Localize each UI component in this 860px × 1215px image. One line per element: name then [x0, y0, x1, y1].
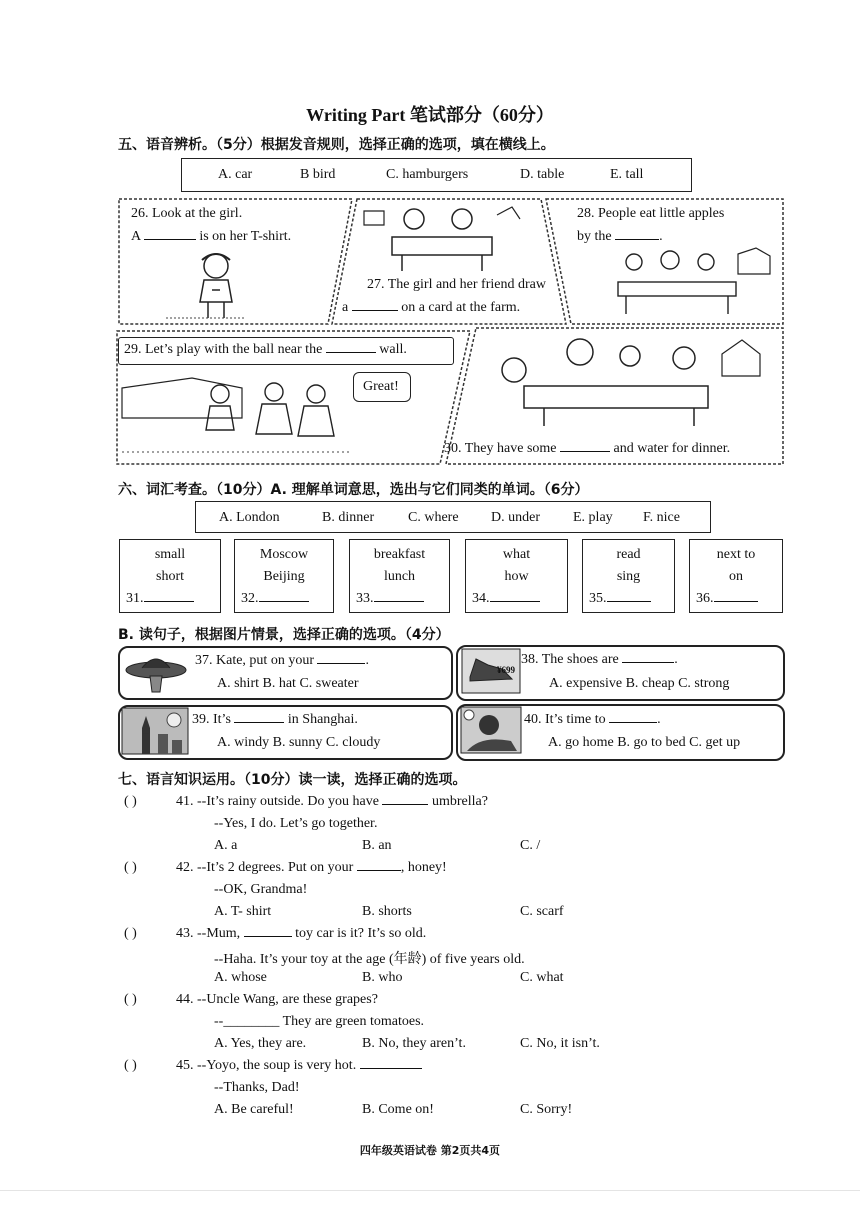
girl-tshirt-icon	[186, 250, 256, 322]
q43-option-c: C. what	[520, 970, 564, 985]
q45-option-a: A. Be careful!	[214, 1102, 294, 1117]
section-6-heading: 六、词汇考查。（10分）A. 理解单词意思，选出与它们同类的单词。（6分）	[118, 482, 589, 498]
q28-line2: by the .	[577, 229, 663, 244]
q39-options: A. windy B. sunny C. cloudy	[217, 735, 381, 750]
q41-answer-paren[interactable]: ( )	[124, 794, 137, 809]
phonics-option-e: E. tall	[610, 167, 644, 182]
page-footer: 四年级英语试卷 第2页共4页	[359, 1144, 501, 1157]
speech-bubble-text: Great!	[363, 379, 399, 394]
q38-options: A. expensive B. cheap C. strong	[549, 676, 730, 691]
phonics-option-c: C. hamburgers	[386, 167, 469, 182]
section-6b-heading: B. 读句子，根据图片情景，选择正确的选项。（4分）	[118, 627, 450, 643]
q42-line2: --OK, Grandma!	[214, 882, 308, 897]
q44-answer-paren[interactable]: ( )	[124, 992, 137, 1007]
shoe-price-tag: ¥699	[497, 665, 515, 675]
vocab-option-a: A. London	[219, 510, 280, 525]
q44-option-c: C. No, it isn’t.	[520, 1036, 600, 1051]
q43-line1: 43. --Mum, toy car is it? It’s so old.	[176, 926, 427, 941]
q43-option-a: A. whose	[214, 970, 267, 985]
section-5-heading: 五、语音辨析。（5分）根据发音规则，选择正确的选项，填在横线上。	[118, 137, 555, 153]
q45-option-b: B. Come on!	[362, 1102, 434, 1117]
phonics-option-b: B bird	[300, 167, 336, 182]
word-group-35: read sing 35.	[582, 539, 675, 613]
word-group-36: next to on 36.	[689, 539, 783, 613]
word-group-32: Moscow Beijing 32.	[234, 539, 334, 613]
q41-option-a: A. a	[214, 838, 238, 853]
q42-option-c: C. scarf	[520, 904, 564, 919]
vocab-option-c: C. where	[408, 510, 459, 525]
phonics-option-d: D. table	[520, 167, 565, 182]
q44-line2: --________ They are green tomatoes.	[214, 1014, 425, 1029]
vocab-option-d: D. under	[491, 510, 540, 525]
q45-line1: 45. --Yoyo, the soup is very hot.	[176, 1058, 422, 1074]
section-7-heading: 七、语言知识运用。（10分）读一读，选择正确的选项。	[118, 772, 467, 788]
girls-drawing-icon	[362, 205, 522, 275]
page-bottom-divider	[0, 1190, 860, 1191]
children-near-wall-icon	[122, 368, 352, 460]
vocab-option-e: E. play	[573, 510, 613, 525]
q45-line2: --Thanks, Dad!	[214, 1080, 300, 1095]
q27-line2: a on a card at the farm.	[342, 300, 521, 315]
q42-option-b: B. shorts	[362, 904, 412, 919]
sleeping-child-icon	[461, 707, 523, 753]
q45-option-c: C. Sorry!	[520, 1102, 573, 1117]
phonics-option-a: A. car	[218, 167, 253, 182]
q28-line1: 28. People eat little apples	[577, 206, 725, 221]
q43-answer-paren[interactable]: ( )	[124, 926, 137, 941]
q42-line1: 42. --It’s 2 degrees. Put on your , honey!	[176, 860, 447, 875]
q43-option-b: B. who	[362, 970, 403, 985]
word-group-31: small short 31.	[119, 539, 221, 613]
q26-line1: 26. Look at the girl.	[131, 206, 243, 221]
page-title: Writing Part 笔试部分（60分）	[306, 105, 554, 125]
q26-line2: A is on her T-shirt.	[131, 229, 292, 244]
word-group-34: what how 34.	[465, 539, 568, 613]
q30-text: 30. They have some and water for dinner.	[444, 441, 731, 456]
q43-line2: --Haha. It’s your toy at the age (年龄) of five years old.	[214, 952, 525, 967]
q41-option-b: B. an	[362, 838, 392, 853]
q40-question: 40. It’s time to .	[524, 712, 661, 727]
q38-question: 38. The shoes are .	[521, 652, 678, 667]
q40-options: A. go home B. go to bed C. get up	[548, 735, 741, 750]
q29-text: 29. Let’s play with the ball near the wall.	[124, 342, 407, 357]
shanghai-skyline-icon	[122, 708, 188, 754]
q44-line1: 44. --Uncle Wang, are these grapes?	[176, 992, 378, 1007]
q44-option-b: B. No, they aren’t.	[362, 1036, 466, 1051]
q39-question: 39. It’s in Shanghai.	[192, 712, 358, 727]
people-eating-apples-icon	[598, 248, 776, 320]
q37-options: A. shirt B. hat C. sweater	[217, 676, 359, 691]
vocab-option-f: F. nice	[643, 510, 680, 525]
word-group-33: breakfast lunch 33.	[349, 539, 450, 613]
q27-line1: 27. The girl and her friend draw	[367, 277, 546, 292]
q41-option-c: C. /	[520, 838, 541, 853]
q37-question: 37. Kate, put on your .	[195, 653, 369, 668]
q42-option-a: A. T- shirt	[214, 904, 272, 919]
q45-answer-paren[interactable]: ( )	[124, 1058, 137, 1073]
vocab-option-b: B. dinner	[322, 510, 375, 525]
hat-icon	[124, 650, 190, 694]
q44-option-a: A. Yes, they are.	[214, 1036, 307, 1051]
family-dinner-icon	[484, 334, 764, 426]
q41-line2: --Yes, I do. Let’s go together.	[214, 816, 378, 831]
q42-answer-paren[interactable]: ( )	[124, 860, 137, 875]
q41-line1: 41. --It’s rainy outside. Do you have umbrella?	[176, 794, 488, 809]
